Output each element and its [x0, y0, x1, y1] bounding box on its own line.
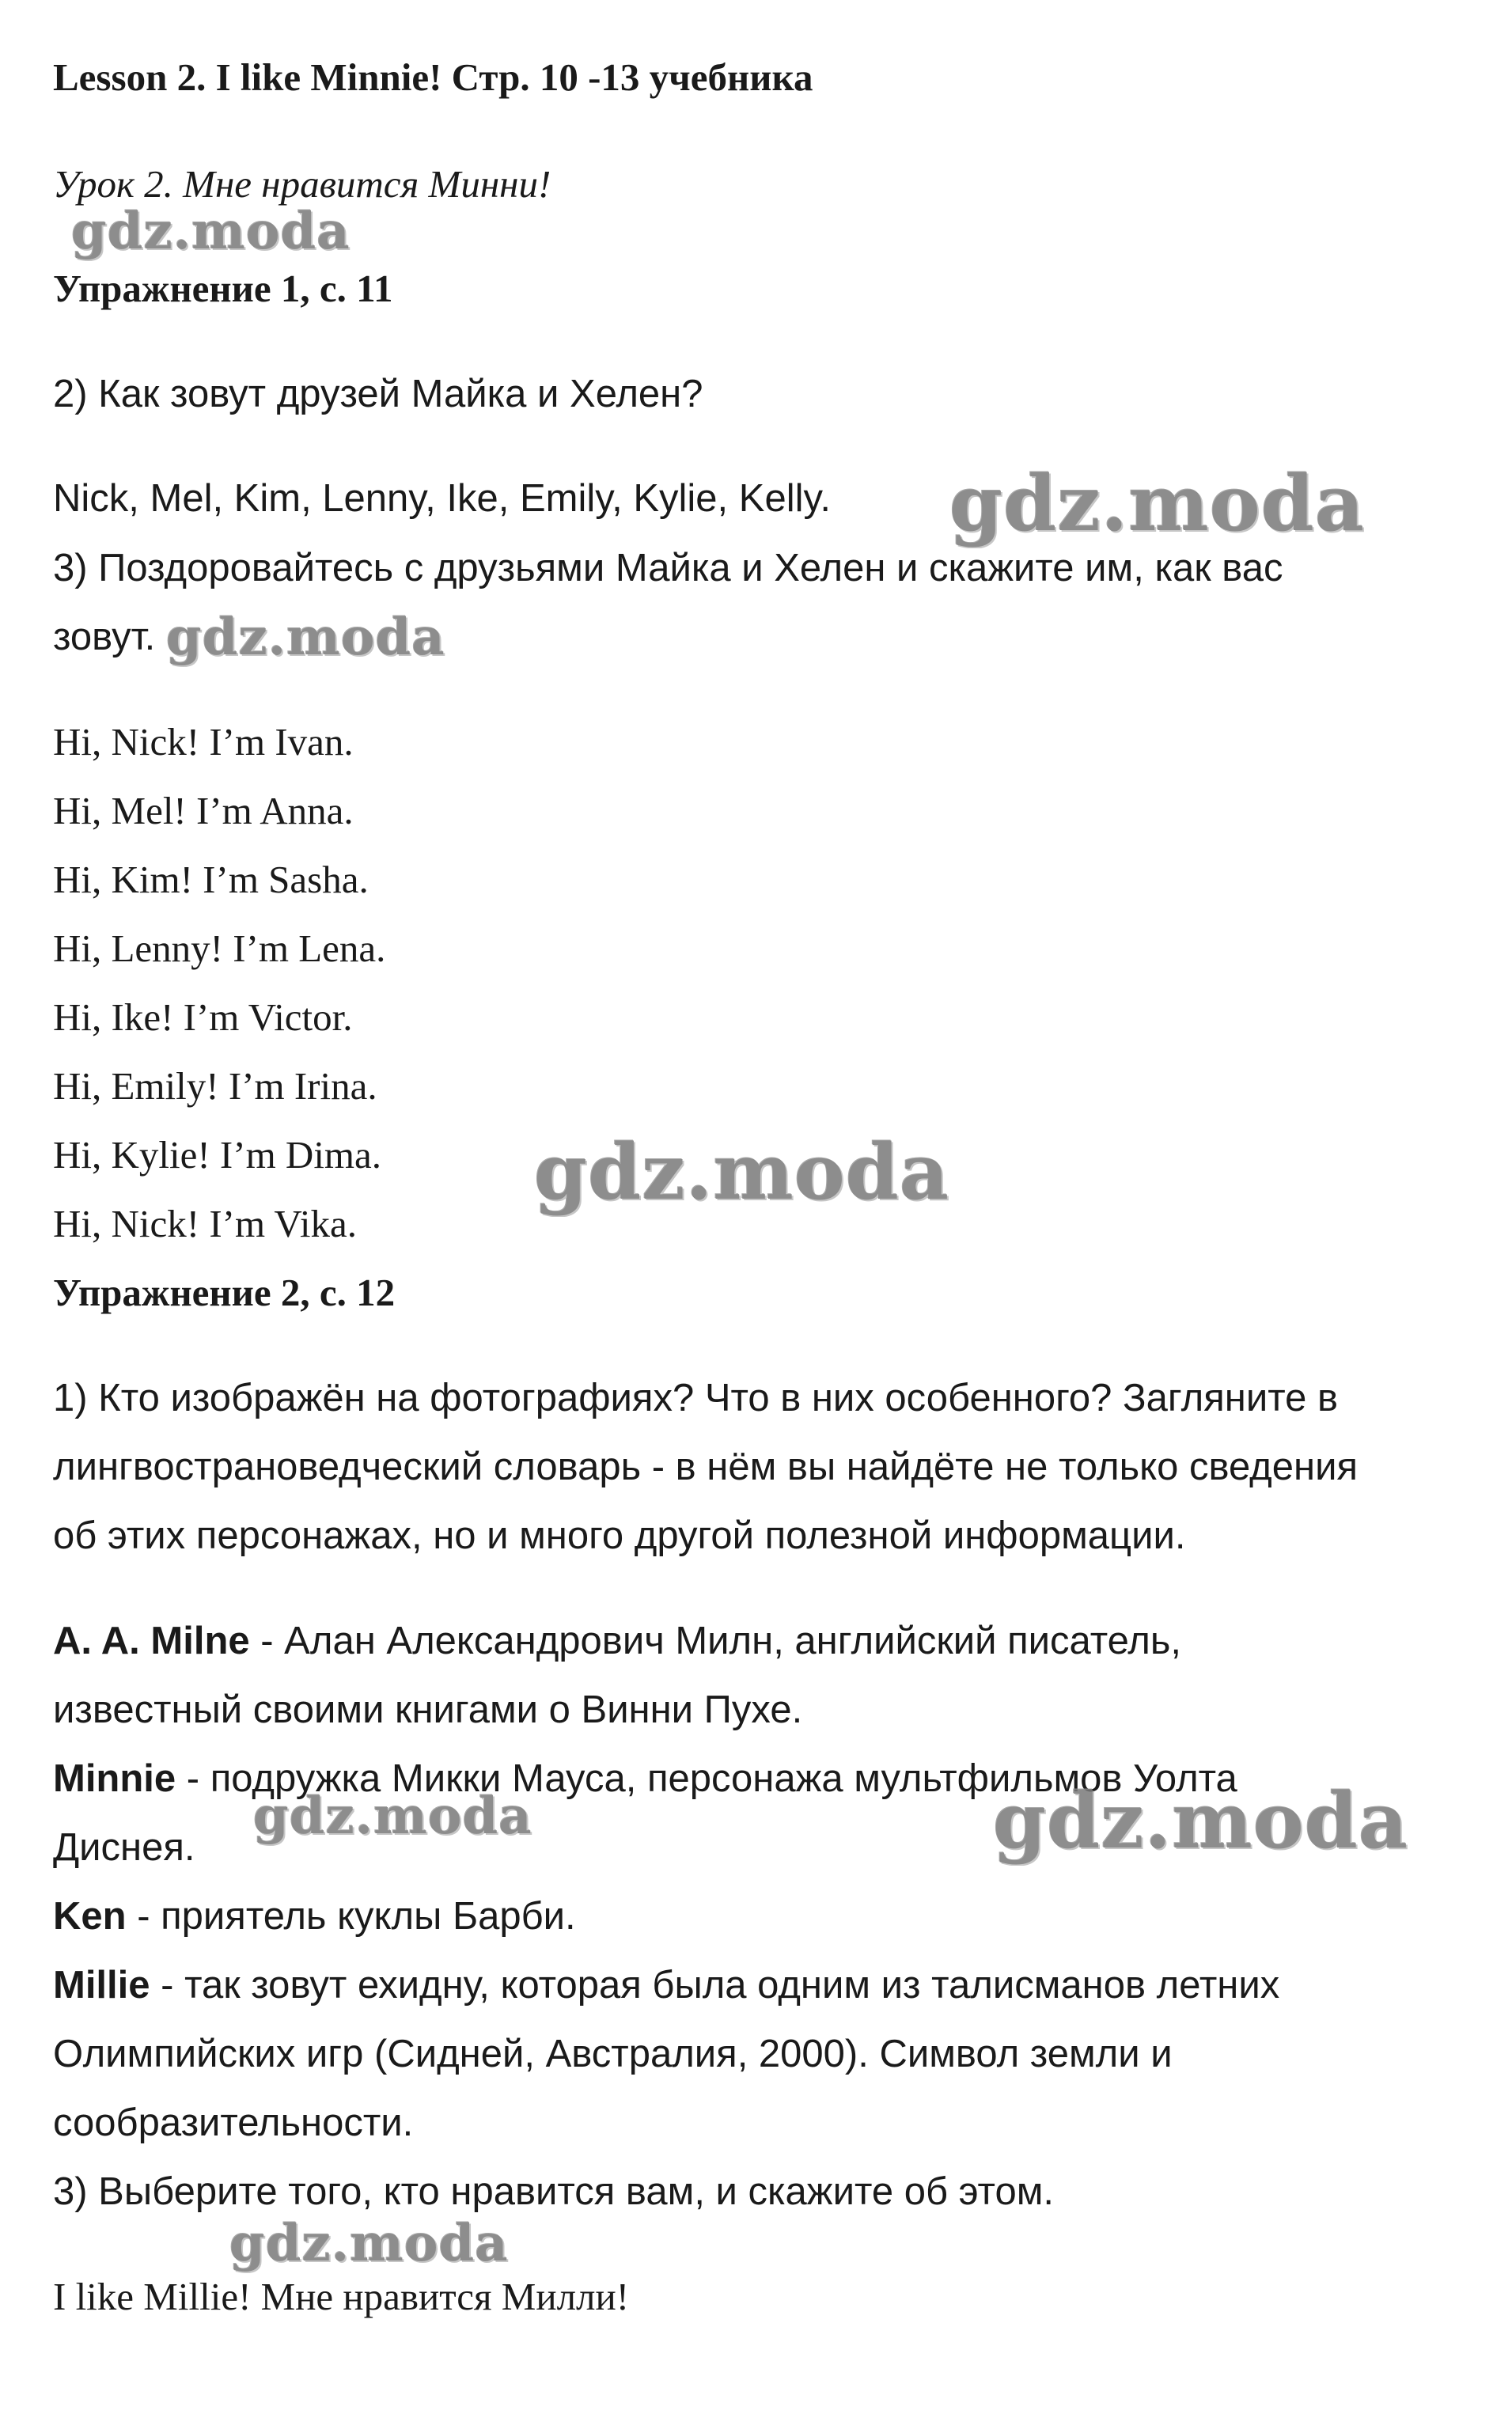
- exercise-2-question-1-cont: об этих персонажах, но и много другой полезной информации.: [53, 1514, 1186, 1557]
- watermark-logo: gdz.moda: [166, 608, 445, 667]
- exercise-2-heading: Упражнение 2, с. 12: [53, 1271, 396, 1314]
- greeting-line: Hi, Kylie! I’m Dima.: [53, 1133, 382, 1177]
- definition-text: - приятель куклы Барби.: [126, 1895, 576, 1938]
- exercise-1-question-2: 2) Как зовут друзей Майка и Хелен?: [53, 373, 703, 415]
- exercise-2-question-1-cont: лингвострановедческий словарь - в нём вы найдёте не только сведения: [53, 1446, 1358, 1488]
- definition-millie-cont: сообразительности.: [53, 2101, 414, 2144]
- definition-milne-cont: известный своими книгами о Винни Пухе.: [53, 1688, 803, 1731]
- greeting-line: Hi, Mel! I’m Anna.: [53, 789, 354, 832]
- definition-term: Millie: [53, 1964, 150, 2007]
- definition-text: - Алан Александрович Милн, английский писатель,: [249, 1620, 1181, 1662]
- greeting-line: Hi, Lenny! I’m Lena.: [53, 927, 386, 970]
- watermark-logo: gdz.moda: [71, 202, 351, 261]
- greeting-line: Hi, Nick! I’m Ivan.: [53, 720, 354, 764]
- exercise-1-question-3: 3) Поздоровайтесь с друзьями Майка и Хелен и скажите им, как вас: [53, 547, 1283, 589]
- definition-minnie-cont: Диснея.: [53, 1826, 195, 1869]
- definition-term: A. A. Milne: [53, 1620, 250, 1662]
- definition-text: - подружка Микки Мауса, персонажа мультфильмов Уолта: [176, 1757, 1237, 1800]
- exercise-2-question-1: 1) Кто изображён на фотографиях? Что в них особенного? Загляните в: [53, 1377, 1339, 1419]
- greeting-line: Hi, Ike! I’m Victor.: [53, 995, 353, 1039]
- exercise-2-question-3: 3) Выберите того, кто нравится вам, и скажите об этом.: [53, 2170, 1055, 2213]
- greeting-line: Hi, Kim! I’m Sasha.: [53, 858, 369, 901]
- exercise-1-names: Nick, Mel, Kim, Lenny, Ike, Emily, Kylie, Kelly.: [53, 477, 831, 520]
- exercise-1-question-3-cont: зовут.: [53, 616, 156, 658]
- greeting-line: Hi, Nick! I’m Vika.: [53, 1202, 357, 1245]
- watermark-logo: gdz.moda: [949, 459, 1366, 548]
- definition-milne: [53, 1617, 1181, 1665]
- definition-text: - так зовут ехидну, которая была одним из талисманов летних: [150, 1964, 1280, 2007]
- definition-term: Minnie: [53, 1757, 176, 1800]
- greeting-line: Hi, Emily! I’m Irina.: [53, 1064, 377, 1108]
- lesson-title: Lesson 2. I like Minnie! Стр. 10 -13 учебника: [53, 55, 813, 99]
- watermark-logo: gdz.moda: [229, 2214, 509, 2273]
- definition-term: Ken: [53, 1895, 127, 1938]
- definition-millie: [53, 1961, 1279, 2009]
- watermark-logo: gdz.moda: [993, 1776, 1409, 1866]
- definition-millie-cont: Олимпийских игр (Сидней, Австралия, 2000). Символ земли и: [53, 2033, 1173, 2075]
- exercise-1-heading: Упражнение 1, с. 11: [53, 267, 393, 310]
- watermark-logo: gdz.moda: [253, 1787, 532, 1846]
- watermark-logo: gdz.moda: [534, 1127, 950, 1217]
- exercise-2-answer: I like Millie! Мне нравится Милли!: [53, 2275, 630, 2318]
- lesson-subtitle: Урок 2. Мне нравится Минни!: [53, 162, 551, 206]
- definition-ken: [53, 1893, 576, 1940]
